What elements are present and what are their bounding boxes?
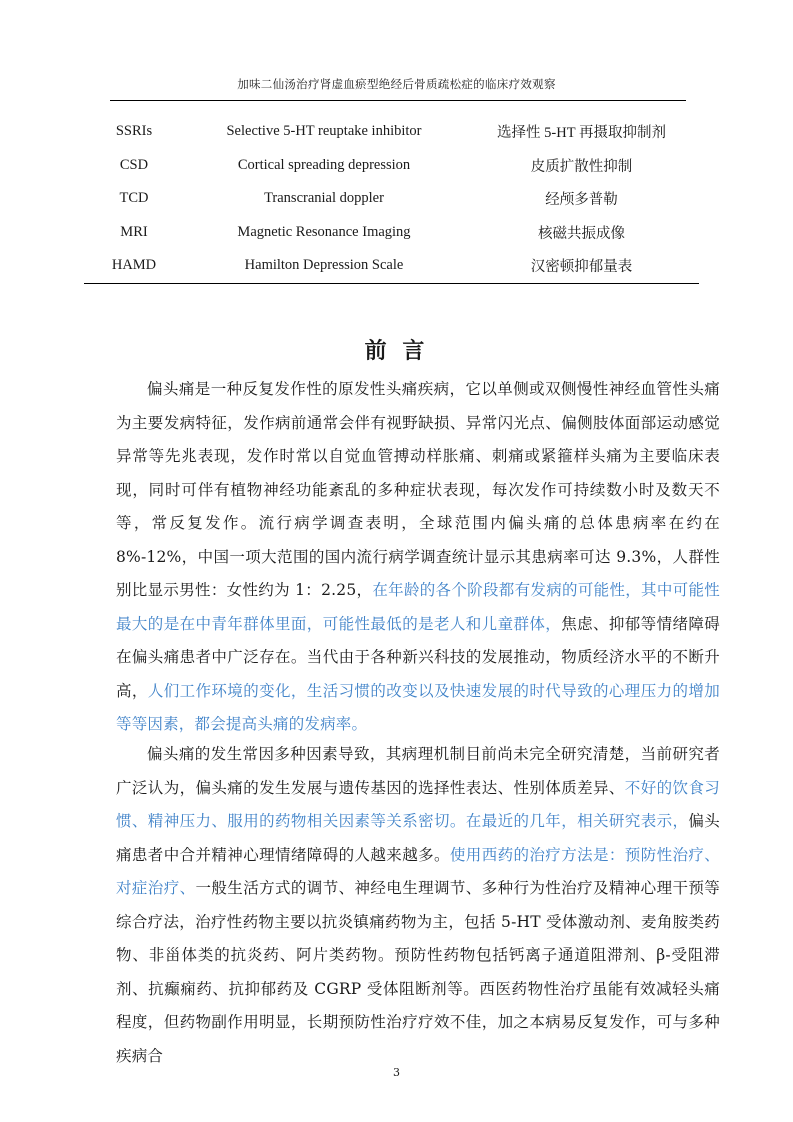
table-row [84,115,699,149]
paragraph-text: 焦虑、抑郁等情绪障碍在偏头痛患者中广泛存在。当代由于各种新兴科技的发展推动，物质经济水平的不断升高， [116,614,720,700]
chinese-term-cell: 选择性 5-HT 再摄取抑制剂 [497,125,666,142]
english-term-cell: Transcranial doppler [264,190,384,207]
section-title: 前 言 [364,338,429,364]
highlighted-text: 在年龄的各个阶段都有发病的可能性，其中可能性最大的是在中青年群体里面，可能性最低的是老人和儿童群体， [116,581,720,633]
table-row [84,216,699,250]
paragraph-text: 偏头痛是一种反复发作性的原发性头痛疾病，它以单侧或双侧慢性神经血管性头痛为主要发病特征，发作病前通常会伴有视野缺损、异常闪光点、偏侧肢体面部运动感觉异常等先兆表现，发作时常以自觉血管搏动样胀痛、刺痛或紧箍样头痛为主要临床表现，同时可伴有植物神经功能紊乱的多种症状表现，每次发作可持续数小时及数天不等，常反复发作。流行病学调查表明，全球范围内偏头痛的总体患病率在约在 8%-12%，中国一项大范围的国内流行病学调查统计显示其患病率可达 9.3%，人群性别比显示男性：女性约为 1：2.25， [116,380,720,599]
abbr-cell: TCD [119,190,149,207]
table-row [84,182,699,216]
abbr-cell: MRI [120,223,148,240]
english-term-cell: Magnetic Resonance Imaging [237,223,411,240]
highlighted-text: 使用西药的治疗方法是：预防性治疗、对症治疗、 [116,845,721,897]
body-paragraph [116,373,720,742]
english-term-cell: Hamilton Depression Scale [244,257,404,274]
chinese-term-cell: 汉密顿抑郁量表 [530,259,633,276]
paragraph-text: 一般生活方式的调节、神经电生理调节、多种行为性治疗及精神心理干预等综合疗法，治疗性药物主要以抗炎镇痛药物为主，包括 5-HT 受体激动剂、麦角胺类药物、非甾体类的抗炎药、阿片类药物。预防性药物包括钙离子通道阻滞剂、β-受阻滞剂、抗癫痫药、抗抑郁药及 CGRP 受体阻断剂等。西医药物性治疗虽能有效减轻头痛程度，但药物副作用明显，长期预防性治疗疗效不佳，加之本病易反复发作，可与多种疾病合 [116,879,720,1065]
abbr-cell: SSRIs [115,123,153,140]
body-paragraph [116,738,720,1073]
chinese-term-cell: 核磁共振成像 [538,225,625,242]
highlighted-text: 不好的饮食习惯、精神压力、服用的药物相关因素等关系密切。在最近的几年，相关研究表示， [116,778,720,830]
chinese-term-cell: 皮质扩散性抑制 [530,158,633,175]
abbreviation-table [84,115,699,283]
chinese-term-cell: 经颅多普勒 [545,192,618,209]
abbr-cell: HAMD [111,257,157,274]
table-row [84,149,699,183]
table-bottom-rule [84,283,699,284]
highlighted-text: 人们工作环境的变化，生活习惯的改变以及快速发展的时代导致的心理压力的增加等等因素，都会提高头痛的发病率。 [116,681,721,733]
english-term-cell: Cortical spreading depression [237,156,411,173]
table-row [84,249,699,283]
paragraph-text: 偏头痛患者中合并精神心理情绪障碍的人越来越多。 [116,812,721,864]
paragraph-text: 偏头痛的发生常因多种因素导致，其病理机制目前尚未完全研究清楚，当前研究者广泛认为，偏头痛的发生发展与遗传基因的选择性表达、性别体质差异、 [116,745,720,797]
page-number: 3 [393,1066,400,1079]
english-term-cell: Selective 5-HT reuptake inhibitor [226,123,422,140]
header-rule [110,100,686,101]
abbr-cell: CSD [119,156,149,173]
running-header: 加味二仙汤治疗肾虚血瘀型绝经后骨质疏松症的临床疗效观察 [237,77,556,91]
